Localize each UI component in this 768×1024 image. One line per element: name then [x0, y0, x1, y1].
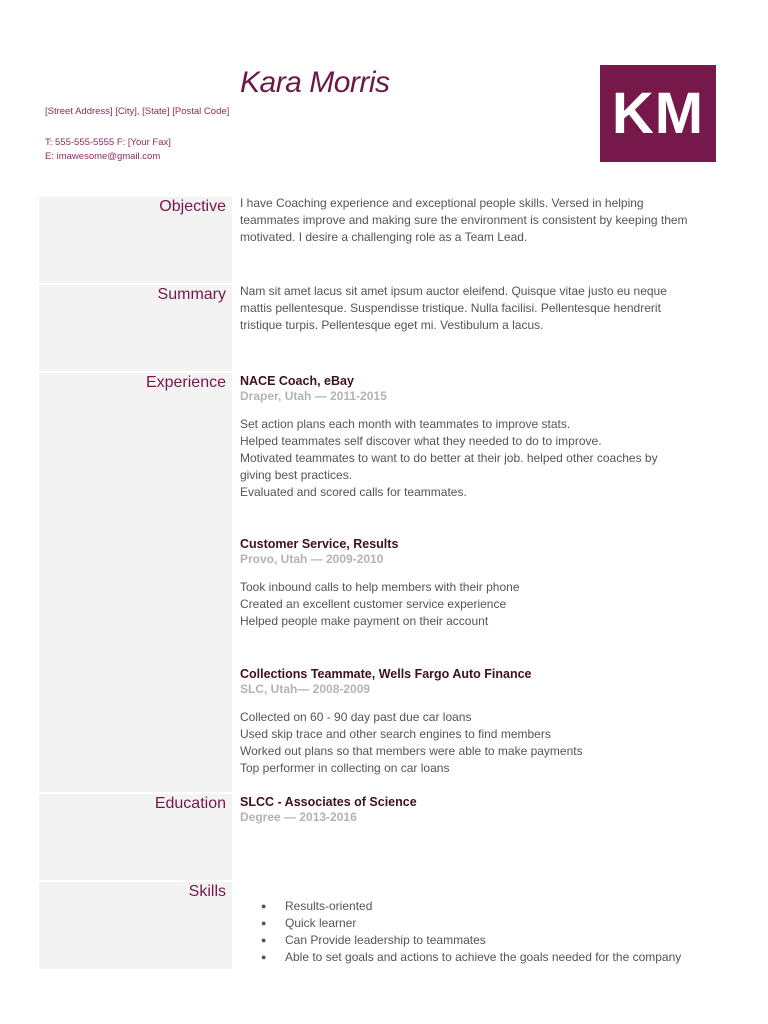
section-label-cell-objective	[39, 197, 232, 283]
contact-address: [Street Address] [City], [State] [Postal Code]	[45, 106, 230, 117]
job-description-line: Top performer in collecting on car loans	[240, 761, 450, 775]
bullet-icon: ●	[261, 901, 267, 911]
job-location-dates: Provo, Utah — 2009-2010	[240, 552, 384, 566]
monogram-badge: KM	[600, 65, 716, 162]
skill-text: Quick learner	[285, 916, 357, 930]
summary-line: mattis pellentesque. Suspendisse tristique. Nulla facilisi. Pellentesque hendrerit	[240, 301, 661, 315]
job-description-line: Motivated teammates to want to do better at their job. helped other coaches by	[240, 451, 658, 465]
contact-phone-fax: T: 555-555-5555 F: [Your Fax]	[45, 137, 171, 148]
section-label-objective: Objective	[159, 198, 226, 215]
objective-text	[240, 195, 710, 246]
job-description-line: Used skip trace and other search engines to find members	[240, 727, 551, 741]
job-description	[240, 416, 710, 501]
candidate-name: Kara Morris	[240, 66, 390, 99]
contact-email: E: imawesome@gmail.com	[45, 151, 161, 162]
list-item	[240, 932, 710, 949]
list-item	[240, 898, 710, 915]
objective-line: teammates improve and making sure the environment is consistent by keeping them	[240, 213, 688, 227]
summary-line: Nam sit amet lacus sit amet ipsum auctor eleifend. Quisque vitae justo eu neque	[240, 284, 667, 298]
section-label-cell-experience	[39, 373, 232, 792]
section-label-cell-summary	[39, 285, 232, 371]
job-description-line: Created an excellent customer service experience	[240, 597, 507, 611]
bullet-icon: ●	[261, 952, 267, 962]
job-description	[240, 579, 710, 630]
skill-text: Results-oriented	[285, 899, 373, 913]
list-item	[240, 915, 710, 932]
job-title: Collections Teammate, Wells Fargo Auto Finance	[240, 667, 532, 681]
skills-list	[240, 898, 710, 966]
skill-text: Can Provide leadership to teammates	[285, 933, 486, 947]
objective-line: motivated. I desire a challenging role as a Team Lead.	[240, 230, 528, 244]
job-description-line: Set action plans each month with teammates to improve stats.	[240, 417, 571, 431]
experience-entry	[240, 536, 710, 630]
section-label-education: Education	[154, 795, 226, 812]
summary-line: tristique turpis. Pellentesque eget mi. Vestibulum a lacus.	[240, 318, 544, 332]
section-label-experience: Experience	[145, 374, 226, 391]
job-description-line: Helped teammates self discover what they needed to do to improve.	[240, 434, 602, 448]
experience-entry	[240, 373, 710, 501]
education-title: SLCC - Associates of Science	[240, 795, 417, 809]
experience-entry	[240, 666, 710, 777]
job-location-dates: SLC, Utah— 2008-2009	[240, 682, 371, 696]
job-description	[240, 709, 710, 777]
skills-section	[240, 898, 710, 966]
job-description-line: Collected on 60 - 90 day past due car loans	[240, 710, 472, 724]
objective-line: I have Coaching experience and exceptional people skills. Versed in helping	[240, 196, 644, 210]
job-description-line: Worked out plans so that members were able to make payments	[240, 744, 583, 758]
skill-text: Able to set goals and actions to achieve the goals needed for the company	[285, 950, 682, 964]
section-label-summary: Summary	[157, 286, 226, 303]
job-title: NACE Coach, eBay	[240, 374, 354, 388]
job-description-line: Took inbound calls to help members with their phone	[240, 580, 520, 594]
section-label-cell-education	[39, 794, 232, 880]
education-degree-dates: Degree — 2013-2016	[240, 810, 357, 824]
section-label-skills: Skills	[188, 883, 226, 900]
list-item	[240, 949, 710, 966]
job-description-line: giving best practices.	[240, 468, 353, 482]
bullet-icon: ●	[261, 918, 267, 928]
summary-text	[240, 283, 710, 334]
bullet-icon: ●	[261, 935, 267, 945]
job-title: Customer Service, Results	[240, 537, 399, 551]
section-label-cell-skills	[39, 882, 232, 969]
job-description-line: Helped people make payment on their account	[240, 614, 489, 628]
job-location-dates: Draper, Utah — 2011-2015	[240, 389, 387, 403]
education-entry	[240, 794, 710, 825]
job-description-line: Evaluated and scored calls for teammates.	[240, 485, 467, 499]
